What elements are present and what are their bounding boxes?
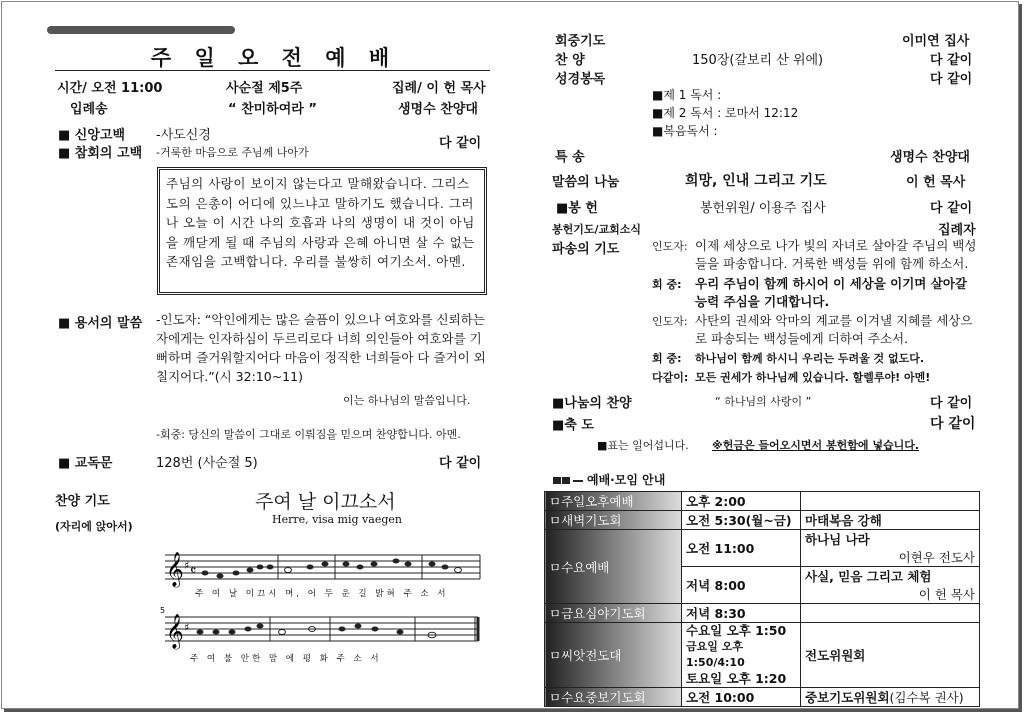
sending-who: 인도자: [652, 240, 688, 253]
schedule-detail-line: 중보기도위원회 [805, 690, 890, 705]
schedule-detail-line: 이현우 전도사 [898, 550, 975, 565]
schedule-detail [801, 567, 980, 604]
schedule-time-line: 토요일 오후 1:20 [686, 671, 787, 686]
schedule-time: 저녁 8:30 [682, 604, 801, 623]
sending-text: 하나님이 함께 하시니 우리는 두려울 것 없도다. [695, 352, 925, 365]
pardon-end: 이는 하나님의 말씀입니다. [343, 394, 471, 407]
repent-value: -거룩한 마음으로 주님께 나아가 [156, 146, 309, 159]
schedule-detail [801, 530, 980, 567]
benediction-who: 다 같이 [930, 416, 976, 432]
schedule-label: ㅁ금요심야기도회 [545, 604, 682, 623]
decorative-bar [47, 26, 235, 34]
offering-by: 봉헌위원/ 이용주 집사 [700, 201, 826, 216]
hymn-label: 찬 양 [555, 53, 585, 68]
sending-text: 모든 권세가 하나님께 있습니다. 할렐루야! 아멘! [695, 371, 931, 384]
schedule-time-line: 수요일 오후 1:50 [686, 623, 787, 638]
measure-number: 5 [160, 606, 166, 615]
sending-who: 다같이: [652, 371, 689, 384]
pardon-response: -회중: 당신의 말씀이 그대로 이뤄짐을 믿으며 찬양합니다. 아멘. [156, 428, 461, 441]
schedule-detail [801, 492, 980, 511]
pardon-text: -인도자: “악인에게는 많은 슬픔이 있으나 여호와를 신뢰하는 자에게는 인자하심이 두르리로다 너희 의인들아 여호와를 기뻐하며 즐거워할지어다 마음이 정직한 너희들아 다 즐거이 외칠지어다.”(시 32:10~11) [156, 312, 486, 384]
song-title: 주여 날 이끄소서 [255, 491, 396, 513]
table-row [545, 688, 980, 707]
lyrics-line-1: 주 여 날 이끄시 며, 어 두 운 길 밝혀 주 소 서 [195, 589, 449, 599]
hymn-who: 다 같이 [930, 53, 973, 68]
praise-note: (자리에 앉아서) [55, 520, 133, 533]
sermon-preacher: 이 헌 목사 [906, 175, 966, 190]
sermon-label: 말씀의 나눔 [552, 175, 620, 190]
reading-1: ■제 1 독서 : [652, 88, 722, 102]
schedule-time: 오전 5:30(월~금) [682, 511, 801, 530]
table-row [545, 530, 980, 567]
sending-who: 회 중: [652, 278, 682, 291]
prayer-news-who: 집례자 [938, 223, 976, 238]
schedule-label: ㅁ주일오후예배 [545, 492, 682, 511]
schedule-time: 오전 10:00 [682, 688, 801, 707]
sending-prayer-label: 파송의 기도 [552, 242, 620, 257]
season: 사순절 제5주 [226, 81, 303, 96]
creed-label: ■ 신앙고백 [58, 128, 126, 143]
staff-1 [165, 555, 480, 579]
schedule-detail [801, 688, 980, 707]
together-label: 다 같이 [439, 136, 482, 151]
schedule-detail [801, 604, 980, 623]
square-icon [562, 477, 570, 484]
congregation-prayer-who: 이미연 집사 [902, 34, 970, 49]
music-score [160, 545, 490, 670]
reading-2: ■제 2 독서 : 로마서 12:12 [652, 106, 799, 120]
benediction-label: ■축 도 [552, 418, 594, 433]
service-time: 시간/ 오전 11:00 [57, 81, 163, 96]
table-row [545, 623, 980, 688]
entrance-choir: 생명수 찬양대 [398, 102, 478, 117]
responsive-reading-value: 128번 (사순절 5) [156, 456, 258, 471]
square-icon [553, 477, 561, 484]
schedule-title: 예배·모임 안내 [587, 473, 666, 487]
schedule-label: ㅁ새벽기도회 [545, 511, 682, 530]
service-title: 주 일 오 전 예 배 [150, 46, 398, 70]
reading-3: ■복음독서 : [652, 124, 718, 138]
scripture-who: 다 같이 [930, 72, 973, 87]
confession-box: 주님의 사랑이 보이지 않는다고 말해왔습니다. 그리스도의 은총이 어디에 있느냐고 말하기도 했습니다. 그러나 오늘 이 시간 나의 호흡과 나의 생명이 내 것이 아님을 깨닫게 될 때 주님의 사랑과 은혜 아니면 살 수 없는 존재임을 고백합니다. 우리를 불쌍히 여기소서. 아멘. [157, 167, 487, 295]
sermon-title: 희망, 인내 그리고 기도 [685, 173, 827, 189]
schedule-heading [553, 471, 665, 488]
sending-text: 이제 세상으로 나가 빛의 자녀로 살아갈 주님의 백성들을 파송합니다. 거룩한 백성들 위에 함께 하소서. [695, 238, 977, 271]
responsive-reading-label: ■ 교독문 [58, 456, 113, 471]
offering-who: 다 같이 [930, 201, 973, 216]
lyrics-line-2: 주 여 불 안한 맘 에 평 화 주 소 서 [190, 654, 382, 664]
together-label: 다 같이 [439, 456, 482, 471]
schedule-label: ㅁ수요중보기도회 [545, 688, 682, 707]
schedule-time: 오전 11:00 [682, 530, 801, 567]
sharing-song-label: ■나눔의 찬양 [552, 396, 632, 411]
notes-2 [197, 624, 437, 638]
schedule-table [544, 491, 980, 707]
prayer-news-label: 봉헌기도/교회소식 [552, 223, 642, 236]
schedule-time: 오후 2:00 [682, 492, 801, 511]
schedule-detail: 마태복음 강해 [801, 511, 980, 530]
divider [55, 70, 490, 71]
treble-clef-icon: 𝄞 [166, 552, 184, 587]
hymn-value: 150장(갈보리 산 위에) [692, 53, 824, 68]
svg-text:♯: ♯ [184, 559, 190, 572]
congregation-prayer-label: 회중기도 [555, 34, 606, 49]
schedule-detail-line: 사실, 믿음 그리고 체험 [805, 569, 932, 584]
svg-text:𝄴: 𝄴 [190, 563, 197, 579]
praise-label: 찬양 기도 [55, 494, 110, 509]
schedule-detail: 전도위원회 [801, 623, 980, 688]
schedule-detail-line: 이 헌 목사 [918, 587, 975, 602]
schedule-time [682, 623, 801, 688]
sending-who: 인도자: [652, 315, 688, 328]
schedule-label: ㅁ씨앗전도대 [545, 623, 682, 688]
standing-note: ■표는 일어섭니다. [597, 439, 689, 452]
svg-text:♯: ♯ [184, 621, 190, 634]
sending-who: 회 중: [652, 352, 682, 365]
sending-text: 우리 주님이 함께 하시어 이 세상을 이기며 살아갈 능력 주심을 기대합니다. [695, 276, 967, 309]
entrance-label: 입례송 [70, 102, 108, 117]
schedule-time-line: 금요일 오후 1:50/4:10 [686, 640, 745, 669]
schedule-time: 저녁 8:00 [682, 567, 801, 604]
special-song-by: 생명수 찬양대 [890, 150, 970, 165]
offering-note: ※헌금은 들어오시면서 봉헌함에 넣습니다. [712, 439, 920, 452]
sharing-song: “ 하나님의 사랑이 ” [715, 395, 812, 408]
sending-text: 사탄의 권세와 악마의 계교를 이겨낼 지혜를 세상으로 파송되는 백성들에게 더하여 주소서. [695, 313, 973, 346]
schedule-detail-line: (김수복 권사) [889, 690, 964, 705]
table-row [545, 492, 980, 511]
schedule-label: ㅁ수요예배 [545, 530, 682, 604]
service-leader: 집례/ 이 헌 목사 [392, 81, 486, 96]
treble-clef-icon: 𝄞 [166, 614, 184, 649]
entrance-song: “ 찬미하여라 ” [228, 102, 317, 117]
repent-label: ■ 참회의 고백 [58, 146, 143, 161]
special-song-label: 특 송 [555, 150, 585, 165]
scripture-label: 성경봉독 [555, 72, 606, 87]
schedule-detail-line: 하나님 나라 [805, 532, 870, 547]
table-row [545, 604, 980, 623]
song-subtitle: Herre, visa mig vaegen [272, 513, 402, 526]
sharing-song-who: 다 같이 [930, 396, 973, 411]
table-row [545, 511, 980, 530]
creed-value: -사도신경 [156, 128, 211, 143]
offering-label: ■봉 헌 [556, 201, 598, 216]
pardon-label: ■ 용서의 말씀 [58, 316, 143, 331]
